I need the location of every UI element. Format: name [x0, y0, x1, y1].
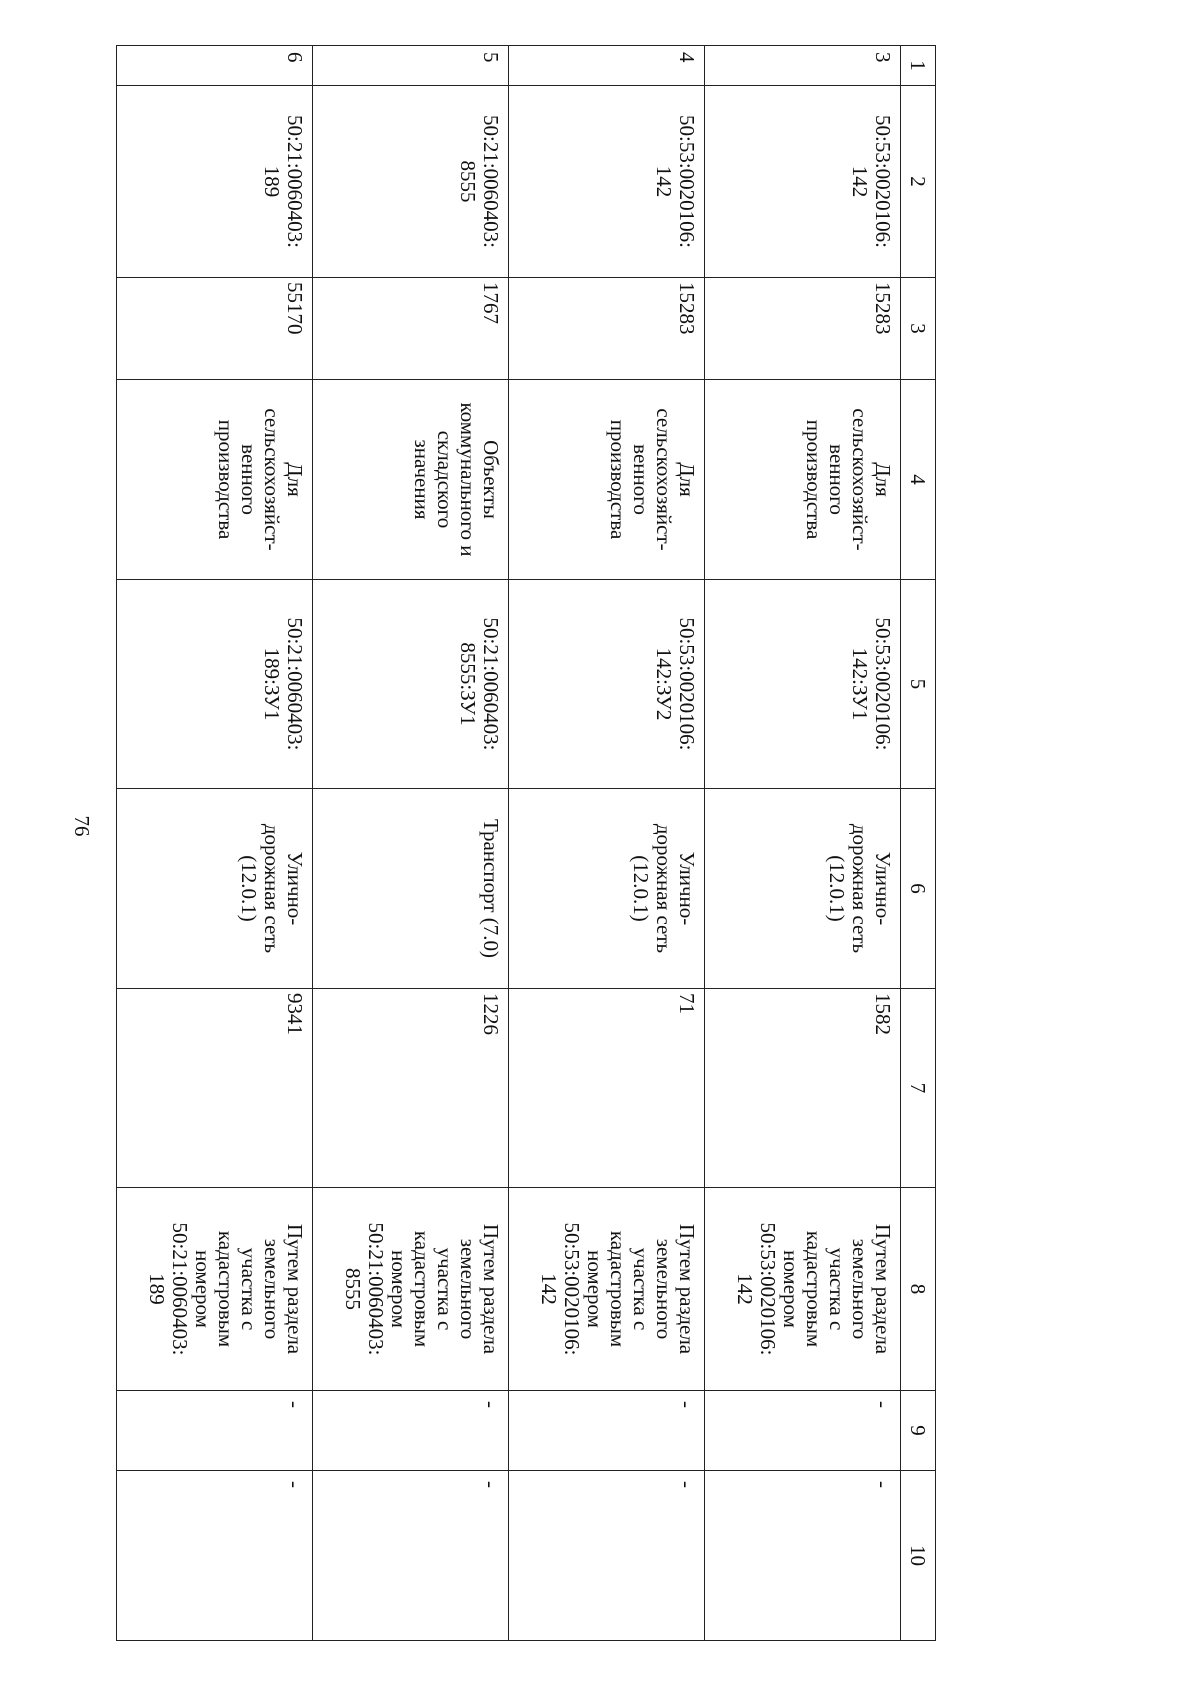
column-9-cell: - — [509, 1391, 705, 1471]
new-plot-designation-cell: 50:53:0020106: 142:ЗУ1 — [705, 580, 901, 789]
column-header: 4 — [901, 380, 936, 580]
new-area-cell: 9341 — [117, 989, 313, 1188]
formation-method-cell: Путем раздела земельного участка с кадастровым номером 50:21:0060403: 8555 — [313, 1188, 509, 1391]
new-area-cell: 71 — [509, 989, 705, 1188]
column-header: 7 — [901, 989, 936, 1188]
column-header: 6 — [901, 789, 936, 989]
source-area-cell: 1767 — [313, 278, 509, 380]
table-row — [117, 46, 313, 1641]
table-row — [509, 46, 705, 1641]
source-area-cell: 15283 — [705, 278, 901, 380]
new-permitted-use-cell: Улично- дорожная сеть (12.0.1) — [509, 789, 705, 989]
source-cadastral-number-cell: 50:53:0020106: 142 — [509, 86, 705, 278]
new-area-cell: 1226 — [313, 989, 509, 1188]
source-cadastral-number-cell: 50:21:0060403: 8555 — [313, 86, 509, 278]
new-plot-designation-cell: 50:21:0060403: 8555:ЗУ1 — [313, 580, 509, 789]
source-area-cell: 15283 — [509, 278, 705, 380]
column-9-cell: - — [705, 1391, 901, 1471]
column-10-cell: - — [705, 1471, 901, 1641]
new-permitted-use-cell: Улично- дорожная сеть (12.0.1) — [117, 789, 313, 989]
table-row — [705, 46, 901, 1641]
column-10-cell: - — [509, 1471, 705, 1641]
source-cadastral-number-cell: 50:53:0020106: 142 — [705, 86, 901, 278]
land-plots-table — [116, 45, 936, 1641]
formation-method-cell: Путем раздела земельного участка с кадастровым номером 50:53:0020106: 142 — [509, 1188, 705, 1391]
column-header: 5 — [901, 580, 936, 789]
column-9-cell: - — [313, 1391, 509, 1471]
source-permitted-use-cell: Для сельскохозяйст- венного производства — [509, 380, 705, 580]
column-10-cell: - — [313, 1471, 509, 1641]
source-area-cell: 55170 — [117, 278, 313, 380]
rotated-table-container — [116, 45, 936, 1640]
new-permitted-use-cell: Транспорт (7.0) — [313, 789, 509, 989]
column-number-row — [901, 46, 936, 1641]
column-header: 8 — [901, 1188, 936, 1391]
column-header: 2 — [901, 86, 936, 278]
column-10-cell: - — [117, 1471, 313, 1641]
new-plot-designation-cell: 50:21:0060403: 189:ЗУ1 — [117, 580, 313, 789]
column-9-cell: - — [117, 1391, 313, 1471]
row-number-cell: 5 — [313, 46, 509, 86]
page-number: 76 — [70, 815, 94, 837]
row-number-cell: 4 — [509, 46, 705, 86]
column-header: 9 — [901, 1391, 936, 1471]
column-header: 1 — [901, 46, 936, 86]
new-permitted-use-cell: Улично- дорожная сеть (12.0.1) — [705, 789, 901, 989]
column-header: 3 — [901, 278, 936, 380]
formation-method-cell: Путем раздела земельного участка с кадастровым номером 50:53:0020106: 142 — [705, 1188, 901, 1391]
source-permitted-use-cell: Для сельскохозяйст- венного производства — [117, 380, 313, 580]
column-header: 10 — [901, 1471, 936, 1641]
table-row — [313, 46, 509, 1641]
source-permitted-use-cell: Для сельскохозяйст- венного производства — [705, 380, 901, 580]
formation-method-cell: Путем раздела земельного участка с кадастровым номером 50:21:0060403: 189 — [117, 1188, 313, 1391]
row-number-cell: 6 — [117, 46, 313, 86]
row-number-cell: 3 — [705, 46, 901, 86]
new-plot-designation-cell: 50:53:0020106: 142:ЗУ2 — [509, 580, 705, 789]
new-area-cell: 1582 — [705, 989, 901, 1188]
source-cadastral-number-cell: 50:21:0060403: 189 — [117, 86, 313, 278]
table-body — [117, 46, 901, 1641]
source-permitted-use-cell: Объекты коммунального и складского значения — [313, 380, 509, 580]
